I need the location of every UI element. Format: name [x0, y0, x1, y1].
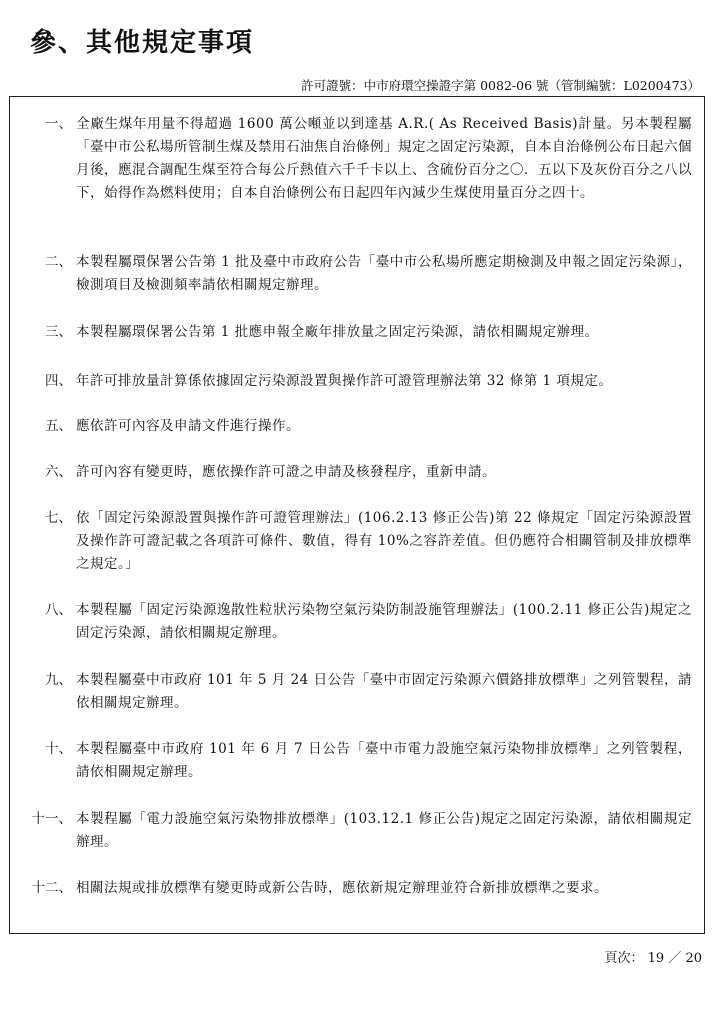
provision-number: 十一、 — [31, 811, 72, 827]
provision-text: 許可內容有變更時，應依操作許可證之申請及核發程序，重新申請。 — [76, 464, 496, 480]
provision-text: 依「固定污染源設置與操作許可證管理辦法」(106.2.13 修正公告)第 22 條規定「固定污染源設置及操作許可證記載之各項許可條件、數值，得有 10%之容許差值。但仍應符合相關管制及排放標準之規定。」 — [76, 510, 692, 572]
provision-number: 十二、 — [31, 880, 72, 896]
provision-text: 本製程屬環保署公告第 1 批及臺中市政府公告「臺中市公私場所應定期檢測及申報之固定污染源」，檢測項目及檢測頻率請依相關規定辦理。 — [76, 254, 692, 293]
section-title: 參、其他規定事項 — [30, 28, 255, 58]
provision-text: 本製程屬「固定污染源逸散性粒狀污染物空氣污染防制設施管理辦法」(100.2.11 修正公告)規定之固定污染源，請依相關規定辦理。 — [76, 602, 692, 641]
provision-number: 一、 — [45, 116, 72, 132]
provision-number: 四、 — [45, 373, 72, 389]
provisions-frame — [9, 96, 705, 934]
provision-text: 本製程屬臺中市政府 101 年 6 月 7 日公告「臺中市電力設施空氣污染物排放標準」之列管製程，請依相關規定辦理。 — [76, 741, 692, 780]
provision-number: 二、 — [45, 254, 72, 270]
provision-number: 七、 — [45, 510, 72, 526]
provision-text: 本製程屬「電力設施空氣污染物排放標準」(103.12.1 修正公告)規定之固定污染源，請依相關規定辦理。 — [76, 811, 692, 850]
provision-number: 十、 — [45, 741, 72, 757]
provision-number: 五、 — [45, 418, 72, 434]
permit-number-line: 許可證號：中市府環空操證字第 0082-06 號（管制編號：L0200473） — [301, 78, 700, 93]
page-number — [604, 947, 702, 966]
total-pages: 20 — [685, 951, 702, 966]
provision-text: 相關法規或排放標準有變更時或新公告時，應依新規定辦理並符合新排放標準之要求。 — [76, 880, 608, 896]
provision-number: 九、 — [45, 672, 72, 688]
provision-text: 年許可排放量計算係依據固定污染源設置與操作許可證管理辦法第 32 條第 1 項規定。 — [76, 373, 613, 389]
provision-text: 應依許可內容及申請文件進行操作。 — [76, 418, 300, 434]
provision-text: 本製程屬臺中市政府 101 年 5 月 24 日公告「臺中市固定污染源六價鉻排放標準」之列管製程，請依相關規定辦理。 — [76, 672, 692, 711]
provision-number: 三、 — [45, 324, 72, 340]
provision-number: 八、 — [45, 602, 72, 618]
current-page: 19 — [647, 951, 665, 966]
provision-number: 六、 — [45, 464, 72, 480]
page-separator: ／ — [668, 951, 682, 966]
page-label: 頁次： — [604, 951, 644, 966]
provision-text: 本製程屬環保署公告第 1 批應申報全廠年排放量之固定污染源，請依相關規定辦理。 — [76, 324, 599, 340]
provision-text: 全廠生煤年用量不得超過 1600 萬公噸並以到達基 A.R.( As Received Basis)計量。另本製程屬「臺中市公私場所管制生煤及禁用石油焦自治條例」規定之固定污染源，自本自治條例公布日起六個月後，應混合調配生煤至符合每公斤熱值六千千卡以上、含硫份百分之〇．五以下及灰份百分之八以下，始得作為燃料使用；自本自治條例公布日起四年內減少生煤使用量百分之四十。 — [76, 116, 692, 201]
